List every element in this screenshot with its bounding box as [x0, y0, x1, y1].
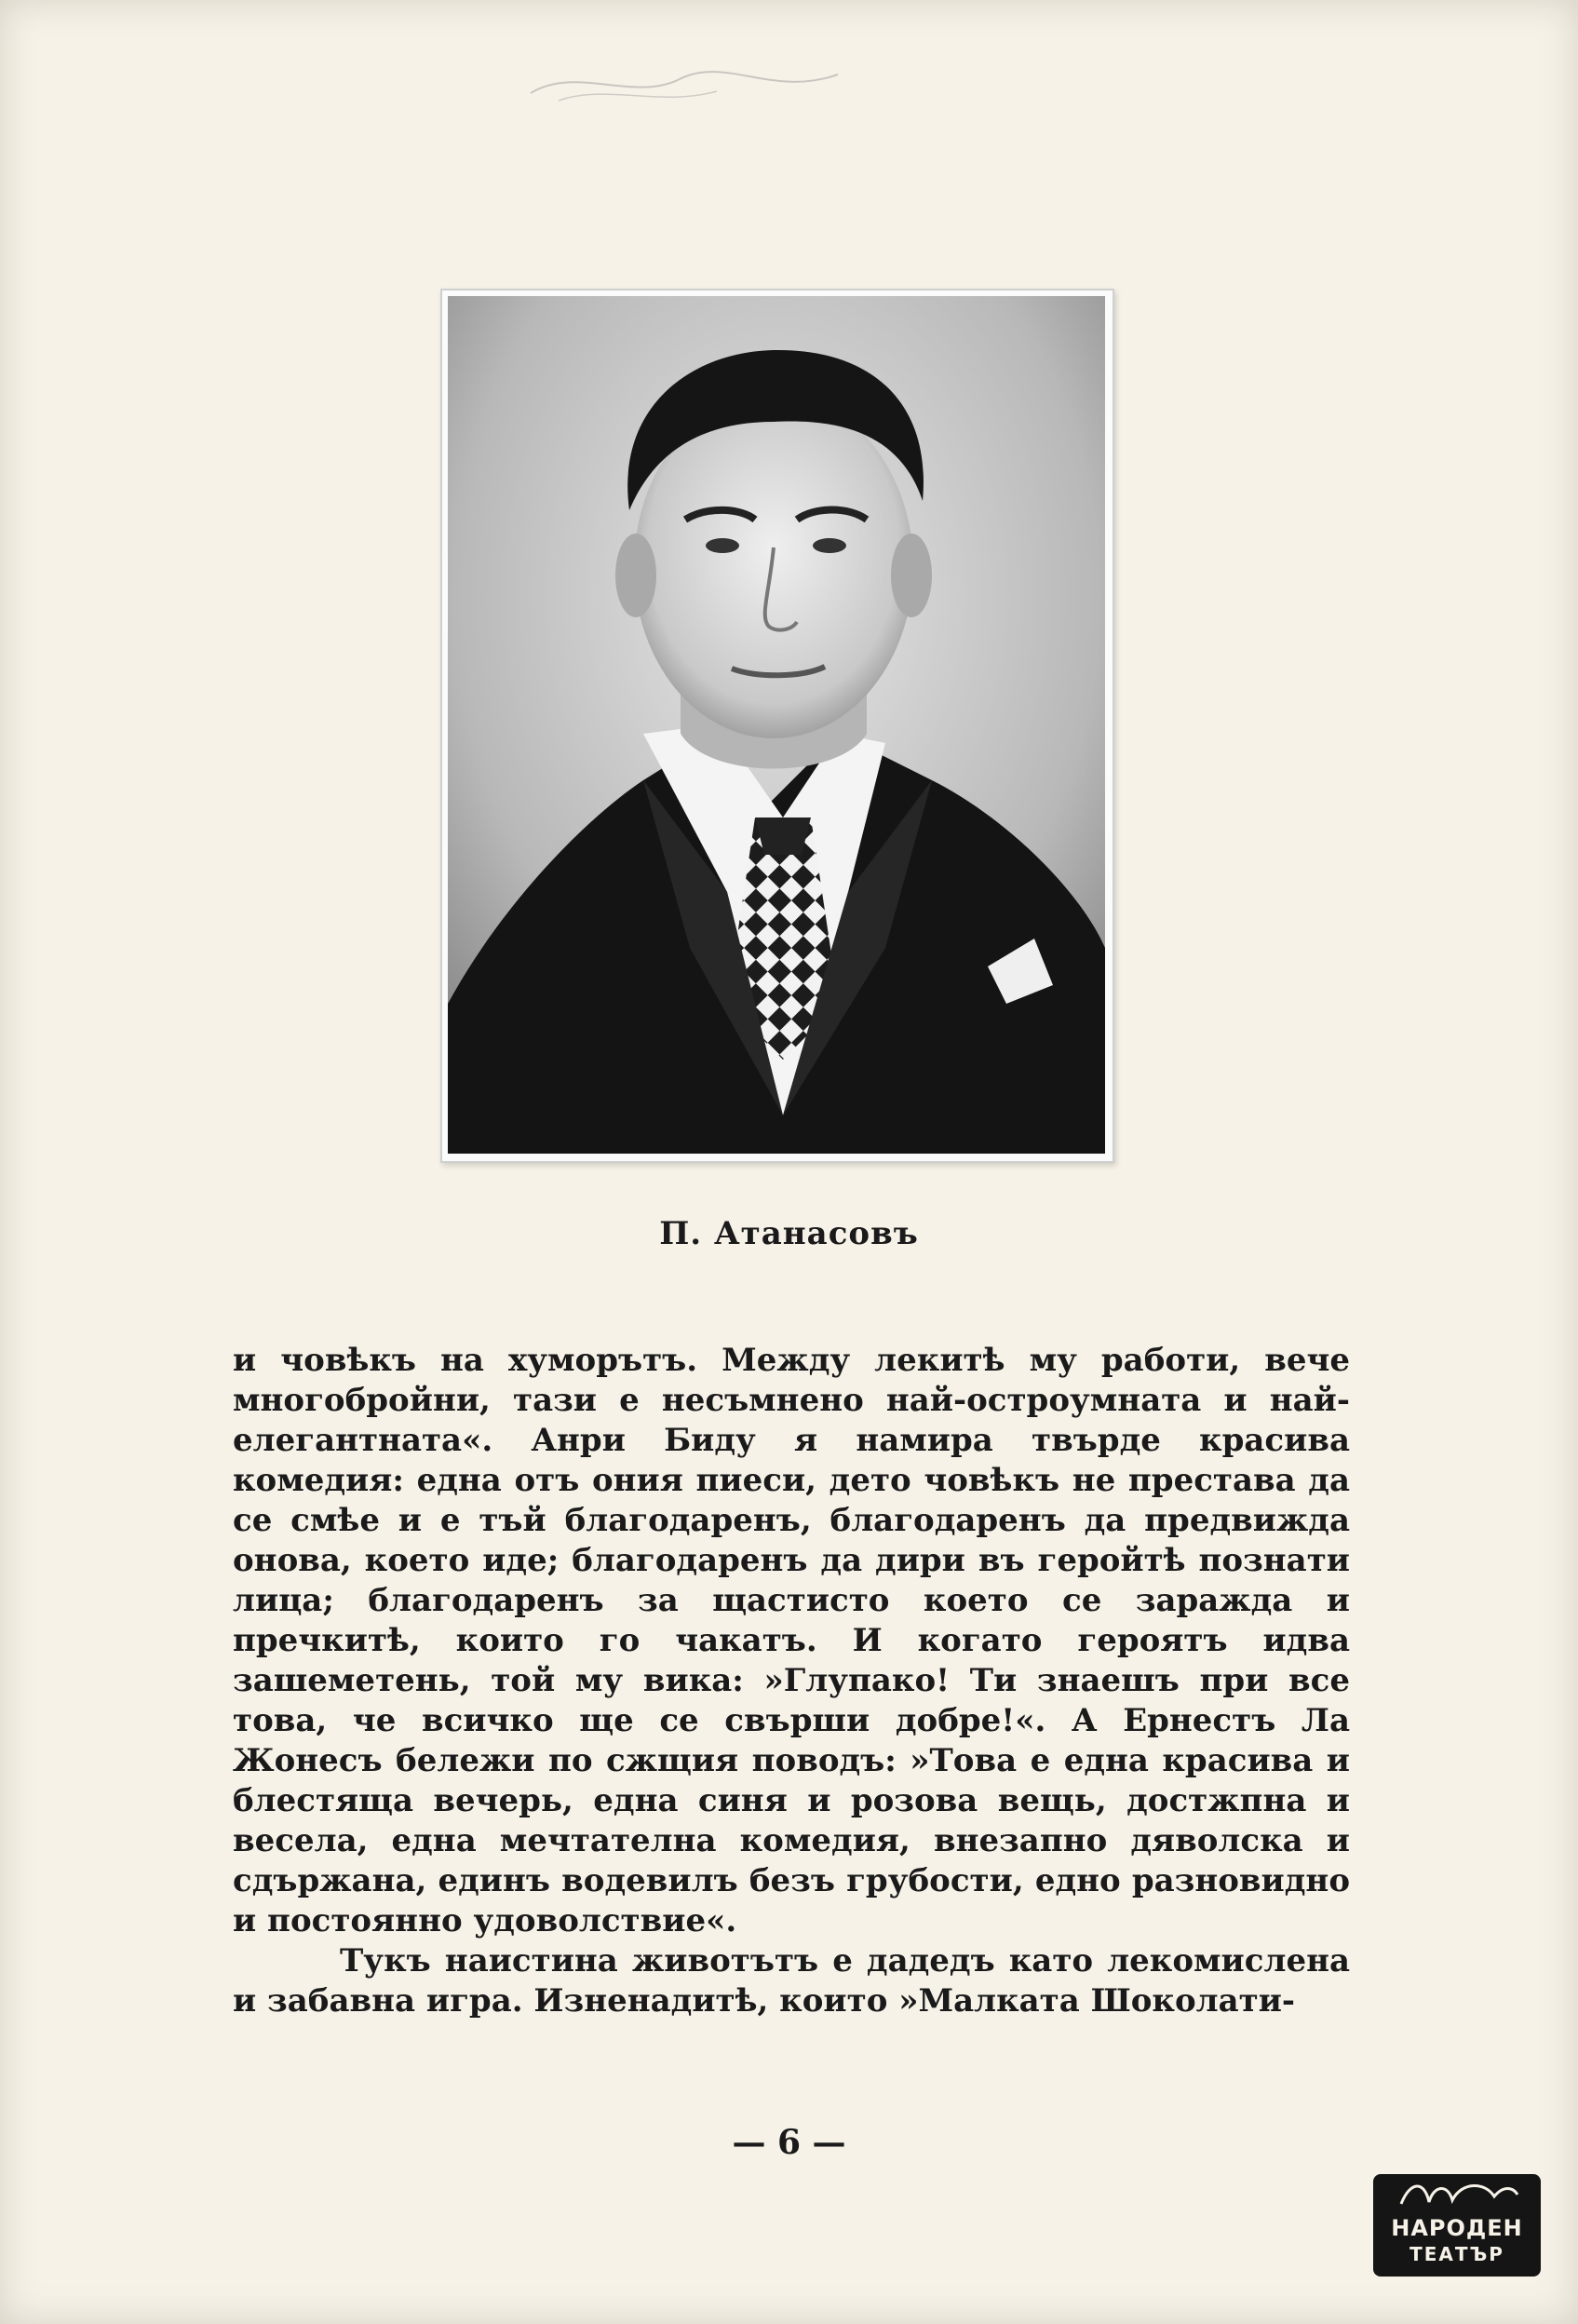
- paragraph-1: и човѣкъ на хуморътъ. Между лекитѣ му работи, вече многобройни, тази е несъмнено най-остроумната и най-елегантната«. Анри Биду я намира твърде красива комедия: една отъ ония пиеси, дето човѣкъ не престава да се смѣе и е тъй благодаренъ, благодаренъ да предвижда онова, което иде; благодаренъ да дири въ геройтѣ познати лица; благодаренъ за щастисто което се заражда и пречкитѣ, които го чакатъ. И когато героятъ идва зашеметень, той му вика: »Глупако! Ти знаешъ при все това, че всичко ще се свърши добре!«. А Ернестъ Ла Жонесъ бележи по сжщия поводъ: »Това е една красива и блестяща вечерь, една синя и розова вещь, достжпна и весела, една мечтателна комедия, внезапно дяволска и сдържана, единъ водевилъ безъ грубости, едно разновидно и постоянно удоволствие«.: [233, 1342, 1350, 1939]
- signature-mark: [1373, 2176, 1541, 2213]
- logo-line-2: ТЕАТЪР: [1409, 2243, 1504, 2265]
- national-theatre-logo: [1373, 2174, 1541, 2277]
- page-number: — 6 —: [732, 2123, 846, 2162]
- pencil-scribble: [521, 56, 856, 112]
- paragraph-2: Тукъ наистина животътъ е дадедъ като лекомислена и забавна игра. Изненадитѣ, които »Малката Шоколати-: [233, 1942, 1350, 2020]
- photo-caption: П. Атанасовъ: [659, 1215, 919, 1252]
- portrait-image: [448, 296, 1105, 1154]
- portrait-photo: [440, 289, 1114, 1163]
- body-text: [233, 1341, 1350, 2021]
- logo-line-1: НАРОДЕН: [1391, 2215, 1523, 2241]
